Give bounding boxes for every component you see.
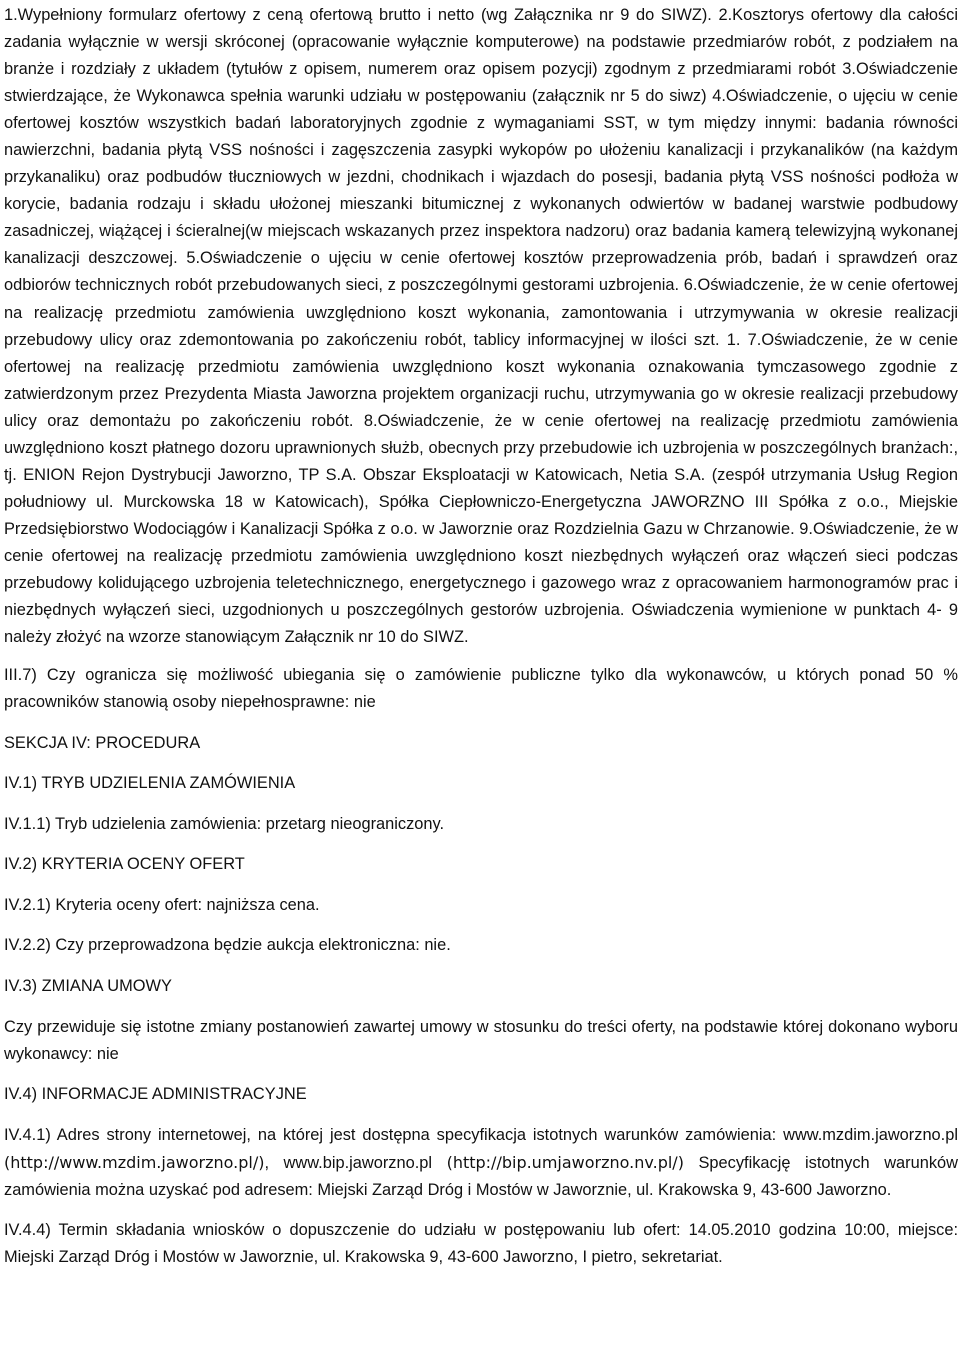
iv44-paragraph: IV.4.4) Termin składania wniosków o dopuszczenie do udziału w postępowaniu lub ofert: 14.05.2010 godzina 10:00, miejsce: Miejski Zarząd Dróg i Mostów w Jaworznie, ul. Krakowska 9, 43-600 Jaworzno, I pietro, sekretariat. — [4, 1221, 958, 1267]
iv1-heading: IV.1) TRYB UDZIELENIA ZAMÓWIENIA — [4, 774, 296, 793]
iv3-text: Czy przewiduje się istotne zmiany postanowień zawartej umowy w stosunku do treści oferty, na podstawie której dokonano wyboru wykonawcy: nie — [4, 1017, 958, 1063]
document-page — [4, 2, 958, 1271]
requirements-paragraph: 1.Wypełniony formularz ofertowy z ceną ofertową brutto i netto (wg Załącznika nr 9 do SIWZ). 2.Kosztorys ofertowy dla całości zadania wyłącznie w wersji skróconej (opracowanie wyłącznie komputerowe) na podstawie przedmiarów robót, z podziałem na branże i rozdziały z układem (tytułów z opisem, numerem oraz opisem pozycji) zgodnym z przedmiarami robót 3.Oświadczenie stwierdzające, że Wykonawca spełnia warunki udziału w postępowaniu (załącznik nr 5 do siwz) 4.Oświadczenie, o ujęciu w cenie ofertowej kosztów wszystkich badań laboratoryjnych zgodnie z wymaganiami SST, w tym między innymi: badania równości nawierzchni, badania płytą VSS nośności i zagęszczenia zasypki wykopów po ułożeniu kanalizacji i przykanalików (na każdym przykanaliku) oraz podbudów tłuczniowych w jezdni, chodnikach i wjazdach do posesji, badania płytą VSS nośności podłoża w korycie, badania rodzaju i składu ułożonej mieszanki bitumicznej z wykonanych odwiertów w badanej warstwie podbudowy zasadniczej, wiążącej i ścieralnej(w miejscach wskazanych przez inspektora nadzoru) oraz badania kamerą telewizyjną wykonanej kanalizacji deszczowej. 5.Oświadczenie o ujęciu w cenie ofertowej kosztów przeprowadzenia prób, badań i sprawdzeń oraz odbiorów technicznych robót przebudowanych sieci, z poszczególnymi gestorami uzbrojenia. 6.Oświadczenie, że w cenie ofertowej na realizację przedmiotu zamówienia uwzględniono koszt wykonania, zamontowania i utrzymywania w okresie realizacji przebudowy ulicy oraz zdemontowania po zakończeniu robót, tablicy informacyjnej w ilości szt. 1. 7.Oświadczenie, że w cenie ofertowej na realizację przedmiotu zamówienia uwzględniono koszt wykonania oznakowania tymczasowego zgodnie z zatwierdzonym przez Prezydenta Miasta Jaworzna projektem organizacji ruchu, utrzymywania go w okresie realizacji przebudowy ulicy oraz demontażu po zakończeniu robót. 8.Oświadczenie, że w cenie ofertowej na realizację przedmiotu zamówienia uwzględniono koszt płatnego dozoru uprawnionych służb, obecnych przy przebudowie ich uzbrojenia w poszczególnych branżach:, tj. ENION Rejon Dystrybucji Jaworzno, TP S.A. Obszar Eksploatacji w Katowicach, Netia S.A. (zespół utrzymania Usług Region południowy ul. Murckowska 18 w Katowicach), Spółka Ciepłowniczo-Energetyczna JAWORZNO III Spółka z o.o., Miejskie Przedsiębiorstwo Wodociągów i Kanalizacji Spółka z o.o. w Jaworznie oraz Rozdzielnia Gazu w Chrzanowie. 9.Oświadczenie, że w cenie ofertowej na realizację przedmiotu zamówienia uwzględniono koszt niezbędnych wyłączeń oraz włączeń sieci podczas przebudowy kolidującego uzbrojenia teletechnicznego, energetycznego i gazowego wraz z opracowaniem harmonogramów prac i niezbędnych wyłączeń sieci, uzgodnionych u poszczególnych gestorów uzbrojenia. Oświadczenia wymienione w punktach 4- 9 należy złożyć na wzorze stanowiącym Załącznik nr 10 do SIWZ. — [4, 6, 958, 647]
mzdim-link[interactable]: www.mzdim.jaworzno.pl — [783, 1125, 958, 1144]
iv41-prefix: IV.4.1) Adres strony internetowej, na której jest dostępna specyfikacja istotnych warunków zamówienia: — [4, 1125, 784, 1144]
iv22-text: IV.2.2) Czy przeprowadzona będzie aukcja elektroniczna: nie. — [4, 936, 451, 955]
iv2-heading: IV.2) KRYTERIA OCENY OFERT — [4, 855, 245, 874]
bip-url[interactable]: (http://bip.umjaworzno.nv.pl/) — [446, 1152, 684, 1172]
iv4-heading: IV.4) INFORMACJE ADMINISTRACYJNE — [4, 1085, 307, 1104]
section-iii7-paragraph: III.7) Czy ogranicza się możliwość ubiegania się o zamówienie publiczne tylko dla wykonawców, u których ponad 50 % pracowników stanowią osoby niepełnosprawne: nie — [4, 666, 958, 712]
iv3-heading: IV.3) ZMIANA UMOWY — [4, 977, 172, 995]
iv41-paragraph — [4, 1122, 958, 1204]
iv41-suffix: Specyfikację istotnych warunków zamówienia można uzyskać pod adresem: Miejski Zarząd Dróg i Mostów w Jaworznie, ul. Krakowska 9, 43-600 Jaworzno. — [4, 1153, 958, 1199]
bip-link[interactable]: www.bip.jaworzno.pl — [283, 1153, 433, 1172]
iv21-text: IV.2.1) Kryteria oceny ofert: najniższa cena. — [4, 895, 320, 914]
section-iv-title: SEKCJA IV: PROCEDURA — [4, 733, 201, 752]
link-separator: , — [264, 1153, 284, 1172]
iv11-text: IV.1.1) Tryb udzielenia zamówienia: przetarg nieograniczony. — [4, 814, 445, 833]
mzdim-url[interactable]: (http://www.mzdim.jaworzno.pl/) — [4, 1152, 265, 1172]
